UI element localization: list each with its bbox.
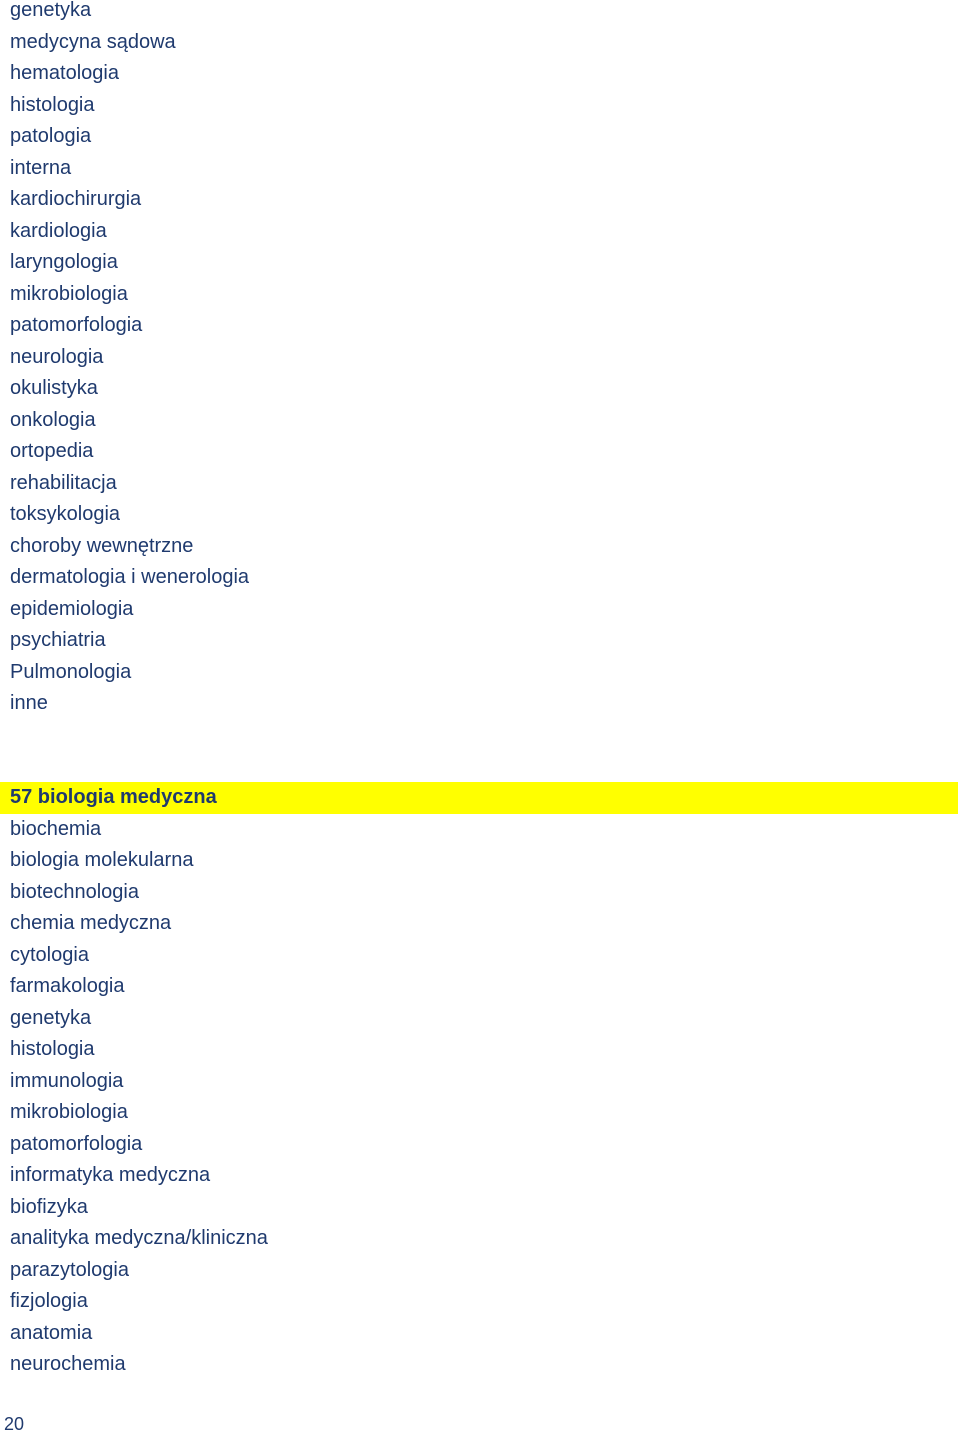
list-item: Pulmonologia [10,660,132,683]
list-item: genetyka [10,1006,92,1029]
list-item: interna [10,156,72,179]
list-item: inne [10,692,48,714]
list-item: patomorfologia [10,1132,143,1155]
list-item: biologia molekularna [10,849,194,871]
list-item: biotechnologia [10,880,139,903]
list-item: mikrobiologia [10,1101,128,1123]
list-item: fizjologia [10,1290,88,1312]
list-item: informatyka medyczna [10,1164,211,1186]
list-item: ortopedia [10,440,94,462]
list-item: patomorfologia [10,314,143,336]
section-header-highlighted: 57 biologia medyczna [0,782,958,814]
list-item: patologia [10,125,92,147]
list-item: anatomia [10,1321,93,1344]
list-item: choroby wewnętrzne [10,534,194,557]
list-item: histologia [10,93,95,116]
discipline-list-section [10,814,268,1381]
list-item: analityka medyczna/kliniczna [10,1227,268,1249]
list-item: toksykologia [10,503,121,525]
discipline-list-top [10,0,249,720]
list-item: farmakologia [10,975,125,997]
list-item: immunologia [10,1069,124,1092]
list-item: onkologia [10,408,96,431]
list-item: histologia [10,1038,95,1060]
list-item: okulistyka [10,377,98,399]
list-item: genetyka [10,0,92,21]
list-item: chemia medyczna [10,912,172,934]
list-item: kardiologia [10,219,107,242]
list-item: kardiochirurgia [10,188,142,210]
list-item: biofizyka [10,1195,88,1218]
list-item: epidemiologia [10,597,134,620]
list-item: parazytologia [10,1258,129,1281]
list-item: mikrobiologia [10,282,128,305]
list-item: cytologia [10,943,89,966]
list-item: hematologia [10,62,119,84]
list-item: rehabilitacja [10,471,117,494]
list-item: neurologia [10,345,104,368]
page-number: 20 [4,1414,25,1434]
list-item: biochemia [10,817,102,840]
list-item: laryngologia [10,251,118,273]
list-item: neurochemia [10,1353,126,1375]
list-item: medycyna sądowa [10,30,176,53]
list-item: dermatologia i wenerologia [10,566,250,588]
list-item: psychiatria [10,629,106,651]
